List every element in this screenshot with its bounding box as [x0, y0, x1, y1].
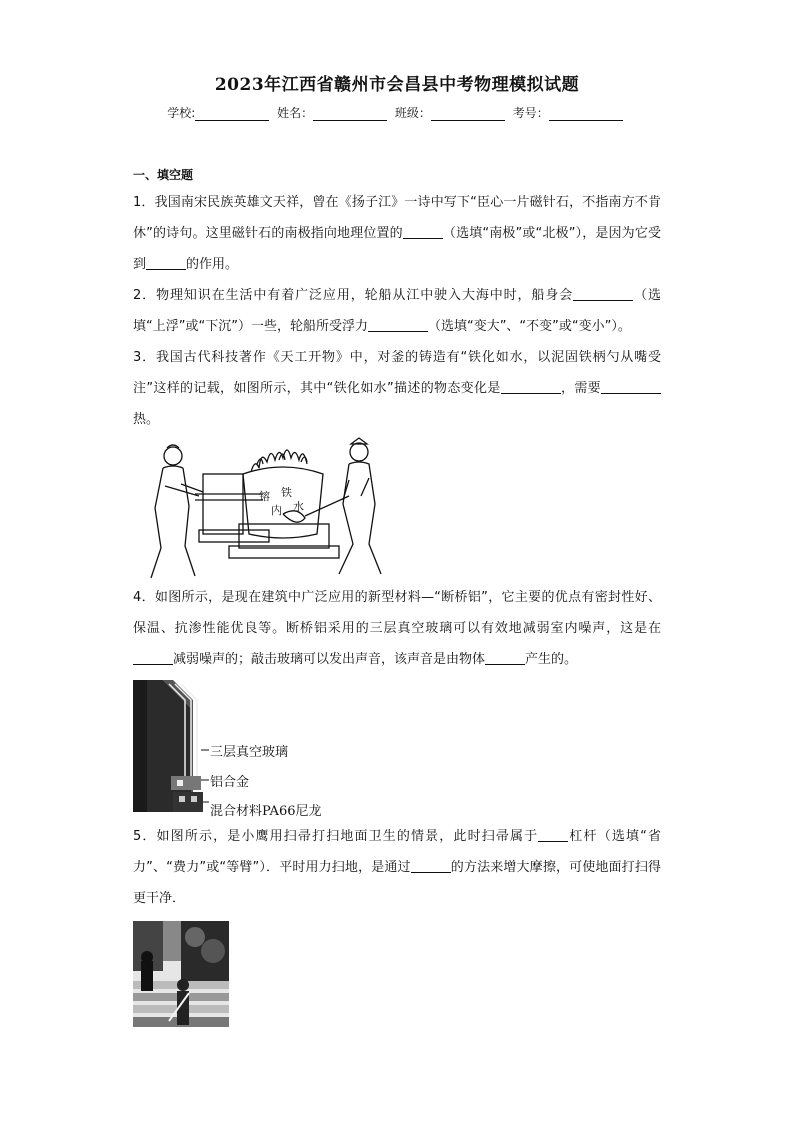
q5-blank-1[interactable] — [538, 826, 568, 842]
q5-text-c: 的方法来增大摩擦，可使地面打扫得更干净． — [133, 860, 661, 906]
class-label: 班级： — [394, 106, 431, 120]
q1-blank-1[interactable] — [403, 223, 443, 239]
q4-blank-2[interactable] — [485, 649, 525, 665]
q1-text-c: 的作用。 — [186, 257, 239, 272]
q3-text-c: 热。 — [133, 412, 160, 427]
exam-title: 2023年江西省赣州市会昌县中考物理模拟试题 — [214, 75, 580, 95]
q5-text-a: 5．如图所示，是小鹰用扫帚打扫地面卫生的情景，此时扫帚属于 — [133, 829, 539, 844]
name-blank[interactable] — [313, 107, 387, 121]
section-heading: 一、填空题 — [133, 168, 194, 182]
q2-text-a: 2．物理知识在生活中有着广泛应用，轮船从江中驶入大海中时，船身会 — [133, 288, 574, 303]
q1-text-a: 1．我国南宋民族英雄文天祥，曾在《扬子江》一诗中写下“臣心一片磁针石，不指南方不肯休”的诗句。这里磁针石的南极指向地理位置的 — [133, 195, 661, 241]
question-3 — [133, 342, 661, 435]
class-blank[interactable] — [431, 107, 505, 121]
casting-illustration — [133, 434, 398, 582]
name-label: 姓名： — [277, 106, 314, 120]
q4-text-c: 产生的。 — [525, 652, 578, 667]
q1-text-b: （选填“南极”或“北极”），是因为它受到 — [133, 226, 661, 272]
furnace-char-1: 铁 — [281, 486, 292, 499]
furnace-char-2: 水 — [293, 500, 304, 513]
q4-text-b: 减弱噪声的；敲击玻璃可以发出声音，该声音是由物体 — [173, 652, 486, 667]
label-pa66-nylon: 混合材料PA66尼龙 — [210, 804, 322, 819]
label-aluminium-alloy: 铝合金 — [210, 775, 250, 790]
question-2 — [133, 280, 661, 342]
q3-blank-2[interactable] — [601, 378, 661, 394]
q1-blank-2[interactable] — [146, 254, 186, 270]
furnace-char-3: 镕 — [259, 490, 270, 503]
question-1 — [133, 187, 661, 280]
q3-text-a: 3．我国古代科技著作《天工开物》中，对釜的铸造有“铁化如水，以泥固铁柄勺从嘴受注”这样的记载，如图所示，其中“铁化如水”描述的物态变化是 — [133, 350, 661, 396]
question-5 — [133, 821, 661, 914]
q2-text-b: （选填“上浮”或“下沉”）一些，轮船所受浮力 — [133, 288, 661, 334]
student-info-line — [0, 104, 794, 121]
furnace-char-4: 内 — [271, 504, 282, 517]
q5-blank-2[interactable] — [411, 857, 451, 873]
question-4 — [133, 582, 661, 675]
exam-no-blank[interactable] — [549, 107, 623, 121]
aluminium-frame-diagram — [133, 680, 213, 812]
q2-text-c: （选填“变大”、“不变”或“变小”）。 — [427, 319, 631, 334]
q3-blank-1[interactable] — [501, 378, 561, 394]
school-label: 学校: — [167, 106, 196, 120]
q2-blank-2[interactable] — [368, 316, 428, 332]
q5-text-b: 杠杆（选填“省力”、“费力”或“等臂”）．平时用力扫地，是通过 — [133, 829, 661, 875]
exam-no-label: 考号： — [512, 106, 549, 120]
q3-text-b: ，需要 — [560, 381, 601, 396]
q2-blank-1[interactable] — [573, 285, 633, 301]
sweeping-photo — [133, 921, 229, 1027]
label-vacuum-glass: 三层真空玻璃 — [210, 745, 289, 760]
q4-blank-1[interactable] — [133, 649, 173, 665]
school-blank[interactable] — [195, 107, 269, 121]
q4-text-a: 4．如图所示，是现在建筑中广泛应用的新型材料—“断桥铝”，它主要的优点有密封性好、保温、抗渗性能优良等。断桥铝采用的三层真空玻璃可以有效地减弱室内噪声，这是在 — [133, 590, 661, 636]
